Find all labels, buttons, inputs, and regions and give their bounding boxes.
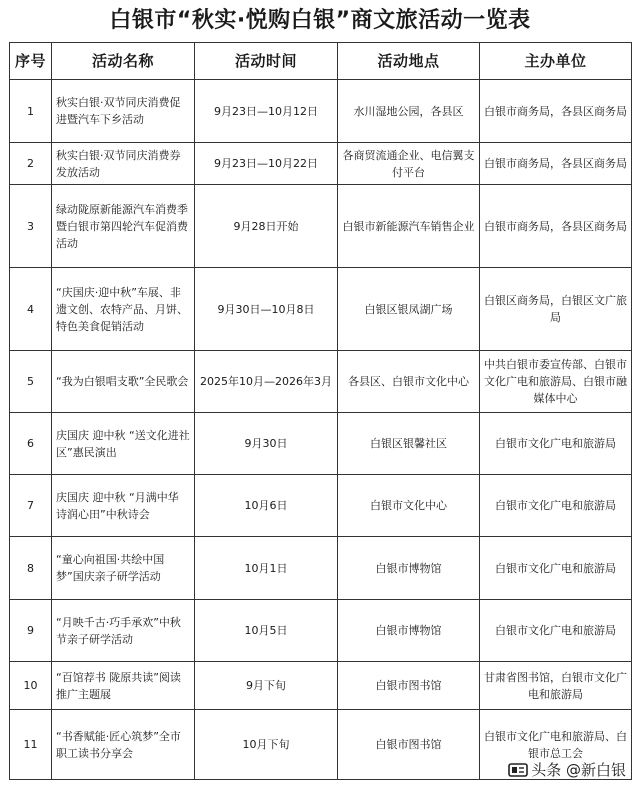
row-place: 白银市文化中心 [338,475,480,537]
row-no: 1 [10,80,52,143]
row-place: 各县区、白银市文化中心 [338,351,480,413]
table-row [10,185,632,268]
table-row [10,351,632,413]
row-activity-name: 秋实白银·双节同庆消费促进暨汽车下乡活动 [52,80,195,143]
row-place: 白银市博物馆 [338,537,480,600]
row-activity-name: 庆国庆 迎中秋 “送文化进社区”惠民演出 [52,413,195,475]
row-time: 9月30日—10月8日 [195,268,338,351]
row-organizer: 甘肃省图书馆，白银市文化广电和旅游局 [480,662,632,710]
row-organizer: 白银市文化广电和旅游局 [480,600,632,662]
watermark-text: 头条 @新白银 [531,761,626,779]
row-activity-name: “我为白银唱支歌”全民歌会 [52,351,195,413]
row-activity-name: 庆国庆 迎中秋 “月满中华 诗润心田”中秋诗会 [52,475,195,537]
row-activity-name: “童心向祖国·共绘中国梦”国庆亲子研学活动 [52,537,195,600]
row-time: 2025年10月—2026年3月 [195,351,338,413]
row-place: 白银市图书馆 [338,662,480,710]
row-organizer: 白银市文化广电和旅游局 [480,537,632,600]
table-row [10,600,632,662]
row-place: 白银市新能源汽车销售企业 [338,185,480,268]
table-row [10,537,632,600]
row-place: 白银市图书馆 [338,710,480,780]
table-row [10,268,632,351]
row-time: 9月下旬 [195,662,338,710]
row-no: 9 [10,600,52,662]
row-place: 各商贸流通企业、电信翼支付平台 [338,143,480,185]
row-no: 2 [10,143,52,185]
row-organizer: 白银市文化广电和旅游局 [480,413,632,475]
row-activity-name: 绿动陇原新能源汽车消费季暨白银市第四轮汽车促消费活动 [52,185,195,268]
header-org: 主办单位 [480,43,632,80]
activity-table [9,42,632,780]
row-activity-name: “庆国庆·迎中秋”车展、非遗文创、农特产品、月饼、特色美食促销活动 [52,268,195,351]
table-row [10,475,632,537]
row-organizer: 白银市文化广电和旅游局、白银市总工会 [480,710,632,780]
toutiao-logo-icon [508,762,528,778]
row-organizer: 白银区商务局，白银区文广旅局 [480,268,632,351]
row-no: 6 [10,413,52,475]
row-no: 7 [10,475,52,537]
row-place: 水川湿地公园，各县区 [338,80,480,143]
row-place: 白银区银凤湖广场 [338,268,480,351]
table-row [10,662,632,710]
row-place: 白银区银馨社区 [338,413,480,475]
row-time: 9月28日开始 [195,185,338,268]
row-time: 10月下旬 [195,710,338,780]
watermark [508,759,626,780]
row-time: 9月30日 [195,413,338,475]
row-organizer: 白银市商务局，各县区商务局 [480,143,632,185]
row-no: 10 [10,662,52,710]
row-place: 白银市博物馆 [338,600,480,662]
row-time: 9月23日—10月22日 [195,143,338,185]
row-organizer: 白银市商务局，各县区商务局 [480,185,632,268]
table-header-row [10,43,632,80]
table-row [10,413,632,475]
row-no: 8 [10,537,52,600]
row-time: 10月5日 [195,600,338,662]
row-organizer: 白银市商务局，各县区商务局 [480,80,632,143]
row-time: 10月6日 [195,475,338,537]
table-row [10,143,632,185]
row-time: 9月23日—10月12日 [195,80,338,143]
header-place: 活动地点 [338,43,480,80]
row-activity-name: 秋实白银·双节同庆消费券发放活动 [52,143,195,185]
row-organizer: 白银市文化广电和旅游局 [480,475,632,537]
row-activity-name: “书香赋能·匠心筑梦”全市职工读书分享会 [52,710,195,780]
page-title: 白银市“秋实·悦购白银”商文旅活动一览表 [109,8,531,33]
row-activity-name: “月映千古·巧手承欢”中秋节亲子研学活动 [52,600,195,662]
row-activity-name: “百馆荐书 陇原共读”阅读推广主题展 [52,662,195,710]
row-time: 10月1日 [195,537,338,600]
header-no: 序号 [10,43,52,80]
table-row [10,80,632,143]
header-time: 活动时间 [195,43,338,80]
header-name: 活动名称 [52,43,195,80]
row-no: 4 [10,268,52,351]
row-no: 11 [10,710,52,780]
row-organizer: 中共白银市委宣传部、白银市文化广电和旅游局、白银市融媒体中心 [480,351,632,413]
row-no: 5 [10,351,52,413]
row-no: 3 [10,185,52,268]
